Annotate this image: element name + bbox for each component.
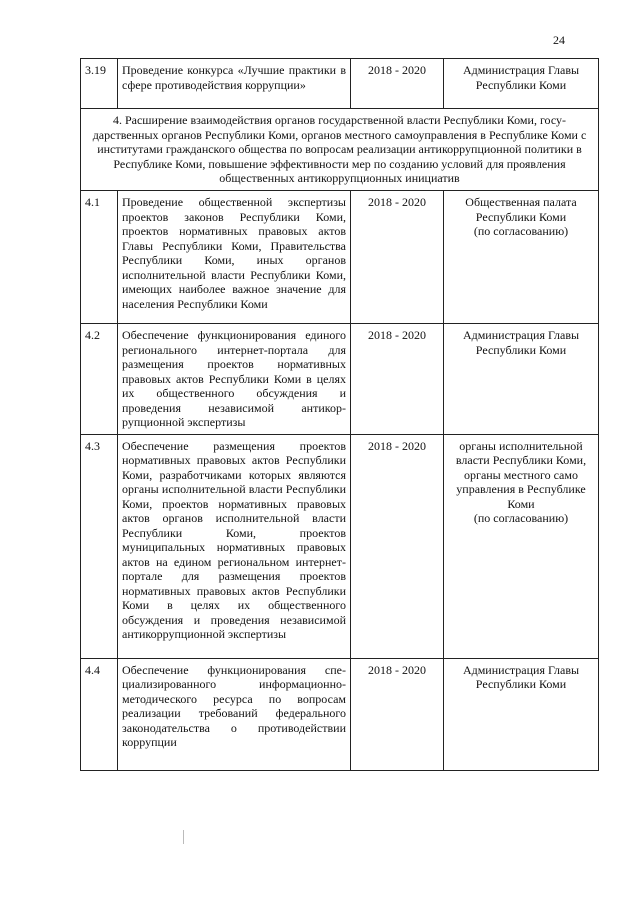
executor-line: Коми: [507, 496, 535, 511]
executor-cell: [444, 658, 599, 770]
table-row: [81, 191, 599, 324]
page-number: 24: [553, 33, 565, 47]
measure-text: Обеспечение размещения проектов нормативных правовых актов Республики Коми, разработчиками которых являются органы исполнительной власти Республики Коми, проектов нормативных правовых актов органов исполнительной власти Республики Коми, проектов муниципальных нормативных правовых актов на едином региональном интернет-портале для размещения проектов нормативных правовых актов Республики Коми в целях их общественного обсуждения и проведения независимой антикоррупционной экспертизы: [118, 434, 351, 658]
table-row: [81, 59, 599, 109]
table-row: [81, 658, 599, 770]
executor-line: Республики Коми: [475, 342, 567, 357]
executor-cell: [444, 59, 599, 109]
row-number: 4.4: [81, 658, 118, 770]
executor-cell: [444, 191, 599, 324]
executor-line: Администрация Главы: [462, 328, 580, 342]
executor-cell: [444, 434, 599, 658]
term-cell: 2018 - 2020: [351, 191, 444, 324]
row-number: 4.1: [81, 191, 118, 324]
table-row: [81, 434, 599, 658]
row-number: 4.3: [81, 434, 118, 658]
executor-line: власти Республики Коми,: [455, 453, 587, 467]
section-title: 4. Расширение взаимодействия органов государственной власти Республики Коми, государственных органов Республики Коми, органов местного самоуправления в Республике Коми с институтами гражданского общества по вопросам реализации антикоррупционной политики в Республике Коми, повышение эффективности мер по созданию условий для проявления общественных антикоррупционных инициатив: [81, 109, 599, 191]
executor-cell: [444, 324, 599, 435]
executor-line: Республики Коми: [475, 77, 567, 92]
executor-line: Администрация Главы: [462, 63, 580, 77]
term-cell: 2018 - 2020: [351, 59, 444, 109]
term-cell: 2018 - 2020: [351, 324, 444, 435]
term-cell: 2018 - 2020: [351, 658, 444, 770]
executor-line: (по согласованию): [473, 224, 569, 238]
executor-line: органы исполнительной: [459, 438, 583, 453]
measure-text: Обеспечение функционирования единого регионального интернет-портала для размещения проектов нормативных правовых актов Республики Коми в целях их общественного обсуждения и проведения независимой антикоррупционной экспертизы: [118, 324, 351, 435]
measures-table: [80, 58, 599, 771]
row-number: 4.2: [81, 324, 118, 435]
executor-line: (по согласованию): [473, 511, 569, 525]
measure-text: Обеспечение функционирования специализированного информационно-методического ресурса по вопросам реализации требований федерального законодательства о противодействии коррупции: [118, 658, 351, 770]
measure-text: Проведение конкурса «Лучшие практики в сфере противодействия коррупции»: [118, 59, 351, 109]
executor-line: органы местного само: [464, 467, 578, 482]
table-row: [81, 324, 599, 435]
executor-line: Республики Коми: [475, 677, 567, 691]
executor-line: Администрация Главы: [462, 662, 580, 677]
scan-artifact: [183, 830, 184, 844]
executor-line: Общественная палата: [465, 195, 577, 209]
row-number: 3.19: [81, 59, 118, 109]
section-header-row: [81, 109, 599, 191]
executor-line: Республики Коми: [475, 209, 567, 224]
executor-line: управления в Республике: [456, 482, 586, 496]
measure-text: Проведение общественной экспертизы проектов законов Республики Коми, проектов нормативных правовых актов Главы Республики Коми, Правительства Республики Коми, иных органов исполнительной власти Республики Коми, имеющих наиболее важное значение для населения Республики Коми: [118, 191, 351, 324]
term-cell: 2018 - 2020: [351, 434, 444, 658]
